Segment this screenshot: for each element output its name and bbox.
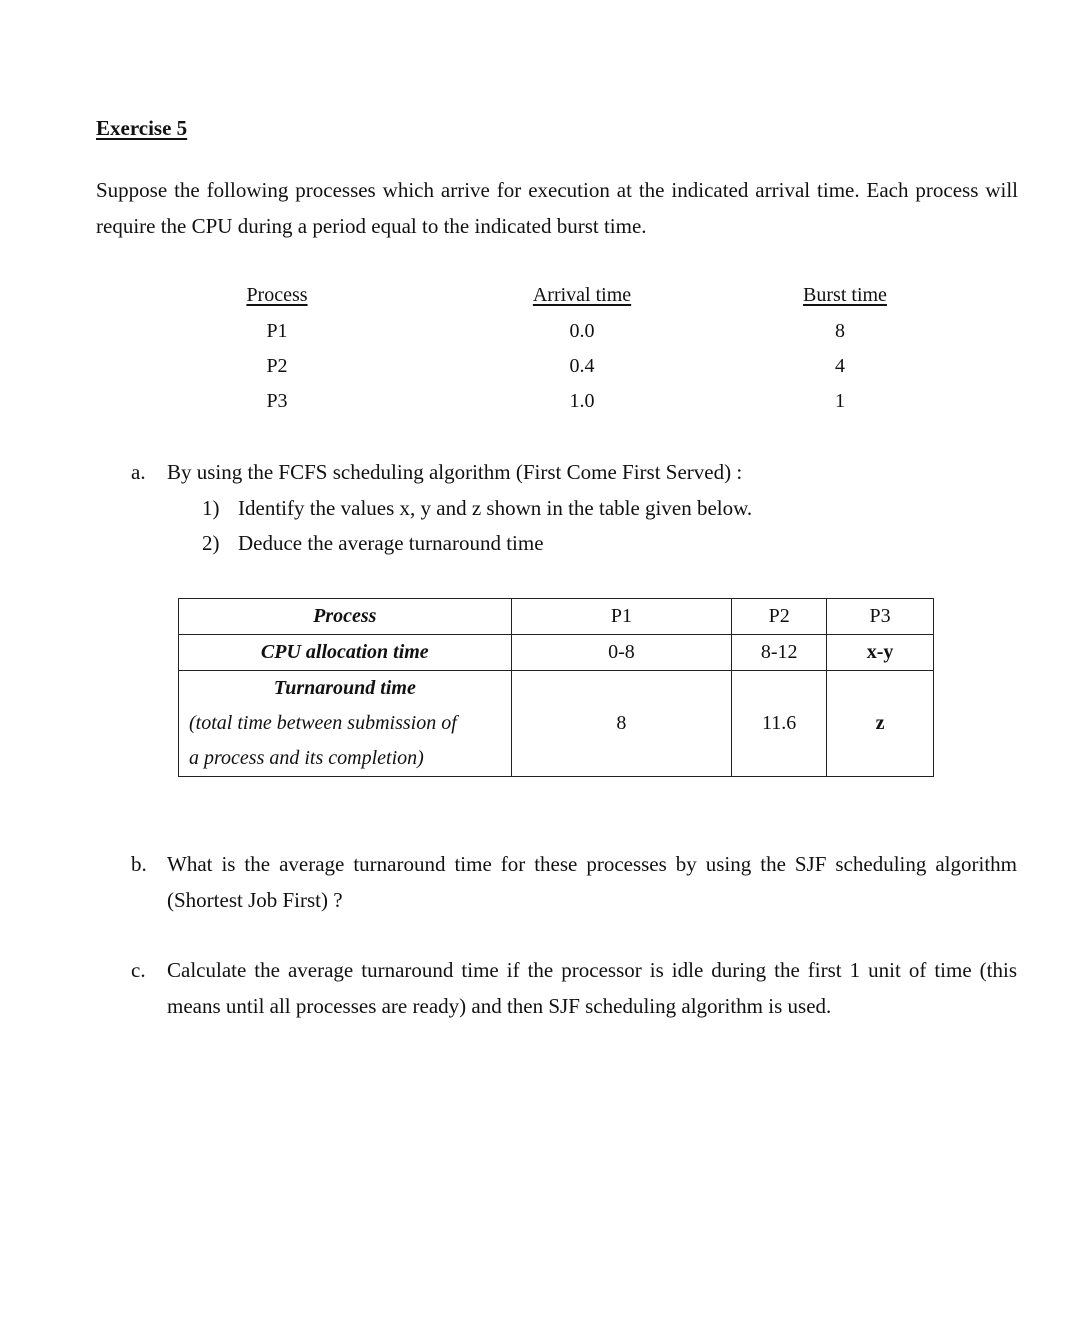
- cell-burst: 1: [835, 390, 845, 412]
- cell-process: P2: [266, 355, 288, 377]
- header-process: Process: [246, 284, 308, 306]
- fcfs-cell: 0-8: [511, 635, 732, 671]
- cell-arrival: 0.4: [569, 355, 595, 377]
- cell-process: P1: [266, 320, 288, 342]
- question-b-label: b.: [131, 852, 147, 876]
- fcfs-cell: x-y: [827, 635, 934, 671]
- fcfs-cell: P2: [732, 599, 827, 635]
- turnaround-title: Turnaround time: [273, 677, 416, 699]
- turnaround-description: (total time between submission of: [189, 712, 457, 734]
- fcfs-row-cpu: [179, 635, 934, 671]
- turnaround-description: a process and its completion): [189, 747, 424, 769]
- fcfs-table: [178, 598, 934, 777]
- fcfs-row-turnaround: [179, 671, 934, 777]
- fcfs-cell: 11.6: [732, 671, 827, 777]
- fcfs-cell: 8-12: [732, 635, 827, 671]
- exercise-title: Exercise 5: [96, 116, 188, 140]
- question-a-item-text: Deduce the average turnaround time: [238, 531, 544, 555]
- fcfs-cell: P3: [827, 599, 934, 635]
- fcfs-cell: P1: [511, 599, 732, 635]
- question-a-text: By using the FCFS scheduling algorithm (First Come First Served) :: [167, 460, 743, 484]
- question-a-item-number: 1): [202, 496, 220, 520]
- fcfs-row-process: [179, 599, 934, 635]
- question-b-text: What is the average turnaround time for these processes by using the SJF scheduling algorithm (Shortest Job First) ?: [167, 852, 1017, 912]
- cell-process: P3: [266, 390, 288, 412]
- cell-arrival: 0.0: [569, 320, 595, 342]
- fcfs-cell: z: [827, 671, 934, 777]
- question-c-text: Calculate the average turnaround time if the processor is idle during the first 1 unit of time (this means until all processes are ready) and then SJF scheduling algorithm is used.: [167, 958, 1017, 1018]
- cell-burst: 4: [835, 355, 845, 377]
- fcfs-row-label: Process: [179, 599, 512, 635]
- question-a-label: a.: [131, 460, 146, 484]
- cell-burst: 8: [835, 320, 845, 342]
- fcfs-row-label: [179, 671, 512, 777]
- fcfs-cell: 8: [511, 671, 732, 777]
- question-c-label: c.: [131, 958, 146, 982]
- header-arrival-time: Arrival time: [532, 284, 632, 306]
- question-a-item-number: 2): [202, 531, 220, 555]
- fcfs-row-label: CPU allocation time: [179, 635, 512, 671]
- question-a-item-text: Identify the values x, y and z shown in the table given below.: [238, 496, 753, 520]
- cell-arrival: 1.0: [569, 390, 595, 412]
- header-burst-time: Burst time: [803, 284, 887, 306]
- intro-paragraph: Suppose the following processes which arrive for execution at the indicated arrival time. Each process will require the CPU during a period equal to the indicated burst time.: [96, 178, 1018, 238]
